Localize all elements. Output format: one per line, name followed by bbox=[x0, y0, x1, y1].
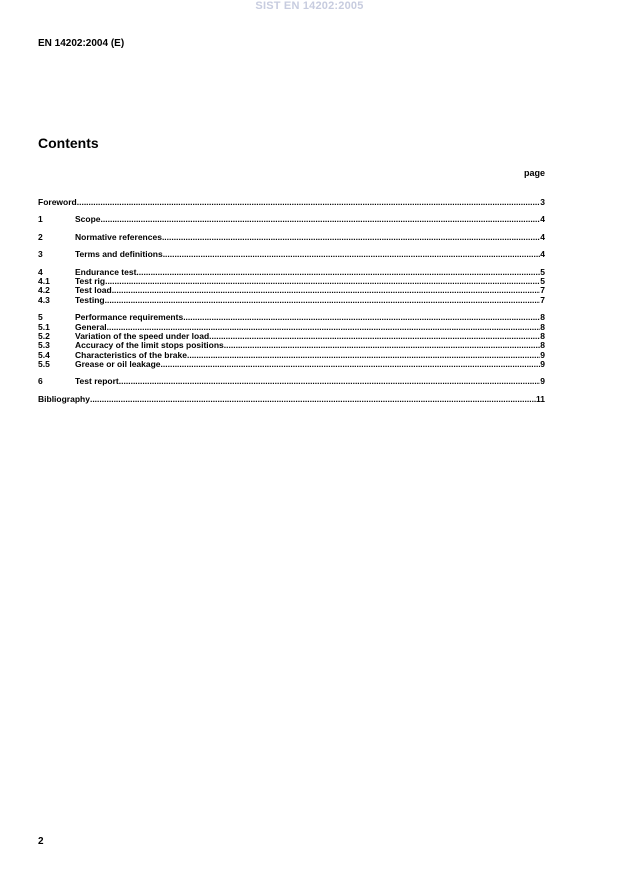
toc-entry-page: 8 bbox=[540, 341, 545, 351]
toc-entry-title: Endurance test bbox=[75, 267, 137, 277]
toc-entry-number: 5.4 bbox=[38, 350, 50, 360]
toc-entry[interactable] bbox=[38, 313, 545, 322]
toc-dot-leader bbox=[161, 360, 541, 369]
toc-entry-number: 4 bbox=[38, 267, 43, 277]
toc-entry-number: 5.2 bbox=[38, 331, 50, 341]
toc-dot-leader bbox=[119, 377, 540, 386]
toc-entry[interactable] bbox=[38, 286, 545, 295]
toc-entry[interactable] bbox=[38, 332, 545, 341]
toc-dot-leader bbox=[163, 250, 541, 259]
toc-entry-title: Normative references bbox=[75, 232, 162, 242]
toc-entry-page: 8 bbox=[540, 331, 545, 341]
toc-entry[interactable] bbox=[38, 341, 545, 350]
toc-entry-number: 5 bbox=[38, 313, 43, 323]
toc-entry[interactable] bbox=[38, 268, 545, 277]
toc-entry-title: Testing bbox=[75, 295, 105, 305]
toc-entry[interactable] bbox=[38, 360, 545, 369]
table-of-contents bbox=[38, 198, 545, 404]
toc-entry[interactable] bbox=[38, 296, 545, 305]
toc-entry-number: 4.2 bbox=[38, 286, 50, 296]
toc-entry-number: 3 bbox=[38, 250, 43, 260]
watermark: SIST EN 14202:2005 bbox=[255, 0, 364, 12]
toc-dot-leader bbox=[183, 313, 540, 322]
page-column-label: page bbox=[523, 168, 545, 178]
toc-entry-number: 4.3 bbox=[38, 295, 50, 305]
toc-entry-page: 7 bbox=[540, 295, 545, 305]
toc-entry-title: Foreword bbox=[38, 198, 77, 207]
toc-entry-number: 5.5 bbox=[38, 360, 50, 370]
toc-entry[interactable] bbox=[38, 277, 545, 286]
toc-entry-number: 2 bbox=[38, 232, 43, 242]
toc-entry-page: 9 bbox=[540, 377, 545, 387]
toc-dot-leader bbox=[224, 341, 540, 350]
toc-entry[interactable] bbox=[38, 250, 545, 259]
toc-entry-title: Performance requirements bbox=[75, 313, 184, 323]
toc-entry-page: 11 bbox=[536, 394, 545, 404]
toc-entry-page: 5 bbox=[540, 267, 545, 277]
toc-entry[interactable] bbox=[38, 233, 545, 242]
toc-entry[interactable] bbox=[38, 198, 545, 207]
toc-entry-title: General bbox=[75, 322, 107, 332]
document-id: EN 14202:2004 (E) bbox=[38, 38, 125, 49]
toc-entry-title: Grease or oil leakage bbox=[75, 360, 161, 370]
toc-entry[interactable] bbox=[38, 377, 545, 386]
toc-dot-leader bbox=[162, 233, 540, 242]
toc-entry-title: Test rig bbox=[75, 276, 106, 286]
toc-entry-title: Terms and definitions bbox=[75, 250, 163, 260]
toc-entry-page: 9 bbox=[540, 350, 545, 360]
page-number: 2 bbox=[38, 836, 44, 847]
toc-dot-leader bbox=[90, 395, 536, 404]
toc-entry-title: Variation of the speed under load bbox=[75, 331, 210, 341]
toc-entry[interactable] bbox=[38, 351, 545, 360]
toc-entry-page: 8 bbox=[540, 322, 545, 332]
toc-dot-leader bbox=[209, 332, 540, 341]
toc-dot-leader bbox=[107, 323, 541, 332]
toc-entry[interactable] bbox=[38, 323, 545, 332]
toc-dot-leader bbox=[112, 286, 541, 295]
toc-entry-page: 9 bbox=[540, 360, 545, 370]
toc-entry-title: Test load bbox=[75, 286, 112, 296]
toc-entry-page: 8 bbox=[540, 313, 545, 323]
toc-entry-page: 3 bbox=[540, 198, 545, 207]
toc-entry-number: 4.1 bbox=[38, 276, 50, 286]
toc-entry-page: 4 bbox=[540, 215, 545, 225]
toc-entry-title: Characteristics of the brake bbox=[75, 350, 187, 360]
toc-entry-title: Scope bbox=[75, 215, 101, 225]
toc-entry-page: 7 bbox=[540, 286, 545, 296]
toc-dot-leader bbox=[101, 215, 541, 224]
toc-dot-leader bbox=[105, 277, 540, 286]
toc-entry-title: Accuracy of the limit stops positions bbox=[75, 341, 224, 351]
toc-dot-leader bbox=[105, 296, 541, 305]
toc-entry-number: 5.1 bbox=[38, 322, 50, 332]
toc-entry-number: 6 bbox=[38, 377, 43, 387]
toc-dot-leader bbox=[187, 351, 540, 360]
toc-entry[interactable] bbox=[38, 395, 545, 404]
toc-entry-title: Bibliography bbox=[38, 394, 90, 404]
toc-dot-leader bbox=[77, 198, 541, 207]
toc-dot-leader bbox=[136, 268, 540, 277]
page-title: Contents bbox=[38, 135, 99, 151]
toc-entry-title: Test report bbox=[75, 377, 119, 387]
toc-entry-page: 5 bbox=[540, 276, 545, 286]
toc-entry-page: 4 bbox=[540, 232, 545, 242]
toc-entry-page: 4 bbox=[540, 250, 545, 260]
toc-entry-number: 1 bbox=[38, 215, 43, 225]
toc-entry[interactable] bbox=[38, 215, 545, 224]
toc-entry-number: 5.3 bbox=[38, 341, 50, 351]
